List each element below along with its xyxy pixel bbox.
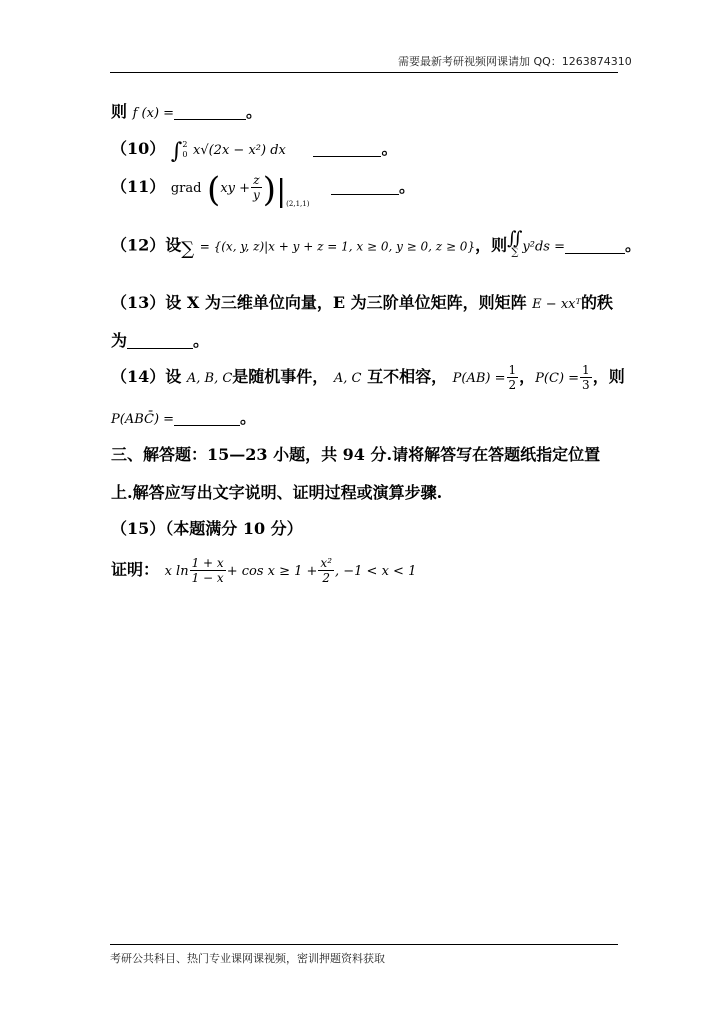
q15-f1-d: 1 − x xyxy=(191,571,224,585)
q12-ze: ，则 xyxy=(475,235,508,255)
footer-text: 考研公共科目、热门专业课网课视频，密训押题资料获取 xyxy=(110,952,385,965)
q14-pc-d: 3 xyxy=(582,378,590,392)
q14-line1 xyxy=(111,363,625,392)
q10-end: 。 xyxy=(381,139,398,158)
double-integral-sign: ∬ xyxy=(507,228,523,249)
q10-upper: 2 xyxy=(182,139,188,149)
q15-f2-n: x² xyxy=(320,556,332,570)
q12-integrand: y²ds = xyxy=(522,239,565,255)
q14-pab: P(AB) = xyxy=(452,371,506,386)
q11-point: (2,1,1) xyxy=(286,200,310,208)
q12-num: （12） xyxy=(111,235,166,255)
q12-set: = {(x, y, z)|x + y + z = 1, x ≥ 0, y ≥ 0, z ≥ 0} xyxy=(199,239,476,254)
q14-num: （14）设 xyxy=(111,367,182,386)
q11-blank xyxy=(331,180,399,195)
q9-line xyxy=(111,99,262,122)
integral-sign: ∫ xyxy=(170,139,183,164)
q14-ask: P(ABC̄) = xyxy=(111,412,175,427)
q12-blank xyxy=(565,239,625,254)
q9-prefix: 则 xyxy=(111,102,128,121)
q15-f2-d: 2 xyxy=(322,571,331,585)
q14-pab-n: 1 xyxy=(508,363,517,377)
q15-line xyxy=(111,556,416,585)
q14-pc: P(C) = xyxy=(535,371,580,386)
footer-rule xyxy=(110,944,618,945)
q11-frac-d: y xyxy=(253,188,260,202)
section3-line1: 三、解答题：15—23 小题，共 94 分.请将解答写在答题纸指定位置 xyxy=(111,445,601,464)
q14-end: 。 xyxy=(240,408,257,427)
q14-pab-d: 2 xyxy=(508,378,517,392)
q9-expr: f (x) = xyxy=(132,106,175,121)
q12-region: ∑ xyxy=(511,247,519,258)
q13-text: （13）设 X 为三维单位向量，E 为三阶单位矩阵，则矩阵 xyxy=(111,293,527,312)
section3-line2: 上.解答应写出文字说明、证明过程或演算步骤. xyxy=(111,483,443,502)
q12-she: 设 xyxy=(165,235,182,255)
q15-mid: + cos x ≥ 1 + xyxy=(226,564,318,579)
q15-f1-n: 1 + x xyxy=(191,556,224,570)
q14-comma: ， xyxy=(519,367,536,386)
q11-grad: grad xyxy=(170,181,202,196)
q11-num: （11） xyxy=(111,177,166,196)
q13-line2 xyxy=(111,328,209,351)
q15-title: （15）（本题满分 10 分） xyxy=(111,519,303,538)
q10-blank xyxy=(313,142,381,157)
q11-expr: xy + xyxy=(220,181,251,196)
q14-blank xyxy=(174,411,240,426)
q14-abc: A, B, C xyxy=(186,371,233,386)
q9-blank xyxy=(174,105,246,120)
q11-end: 。 xyxy=(399,177,416,196)
sigma-symbol: ∑ xyxy=(181,238,195,260)
q15-xln: x ln xyxy=(164,564,189,579)
q11-line: （11） grad (xy + $\frac{z}{y}$ )$|_{(2,1,1)}$ 。 xyxy=(111,170,416,210)
header-rule xyxy=(110,72,618,73)
q14-line2 xyxy=(111,405,256,428)
q13-matrix: E − xxᵀ xyxy=(532,297,581,312)
q13-line1 xyxy=(111,290,613,313)
q12-end: 。 xyxy=(625,235,642,255)
q12-line xyxy=(111,228,642,260)
q14-ze: ，则 xyxy=(592,367,625,386)
q15-label: 证明： xyxy=(111,560,160,579)
q14-ac: A, C xyxy=(333,371,362,386)
q10-lower: 0 xyxy=(182,149,188,159)
q13-line2-text: 为 xyxy=(111,331,128,350)
q14-text1: 是随机事件， xyxy=(232,367,329,386)
q10-num: （10） xyxy=(111,139,166,158)
q9-end: 。 xyxy=(246,102,263,121)
q13-tail: 的秩 xyxy=(580,293,613,312)
q10-line xyxy=(111,136,397,164)
q13-blank xyxy=(127,334,193,349)
q10-integrand: x√(2x − x²) dx xyxy=(193,143,286,158)
q14-pc-n: 1 xyxy=(582,363,590,377)
header-text: 需要最新考研视频网课请加 QQ：1263874310 xyxy=(398,55,632,68)
q15-range: , −1 < x < 1 xyxy=(335,564,417,579)
q13-end: 。 xyxy=(193,331,210,350)
q11-frac-n: z xyxy=(253,173,260,187)
q14-text2: 互不相容， xyxy=(367,367,448,386)
